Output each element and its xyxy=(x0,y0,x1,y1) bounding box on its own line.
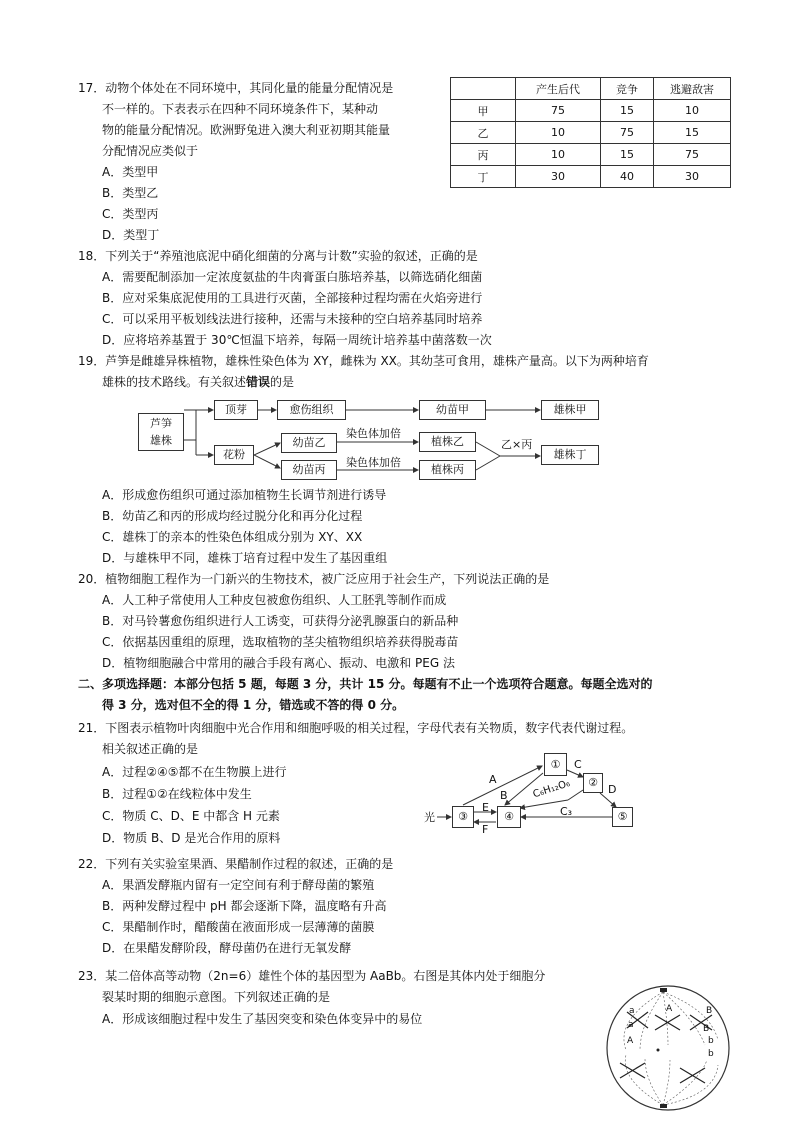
allele-A-label: A xyxy=(627,1036,634,1046)
table-header-cell: 竞争 xyxy=(601,78,654,100)
q21-option-b: B．过程①②在线粒体中发生 xyxy=(102,787,252,801)
allele-A-label: A xyxy=(666,1004,673,1014)
terminal-bud-box: 顶芽 xyxy=(214,400,258,420)
q17-line-3: 物的能量分配情况。欧洲野兔进入澳大利亚初期其能量 xyxy=(102,123,391,137)
table-cell: 15 xyxy=(654,122,731,144)
glucose-label: C₆H₁₂O₆ xyxy=(531,778,572,801)
table-cell: 乙 xyxy=(451,122,516,144)
q23-option-a: A．形成该细胞过程中发生了基因突变和染色体变异中的易位 xyxy=(102,1012,423,1026)
q19-option-b: B．幼苗乙和丙的形成均经过脱分化和再分化过程 xyxy=(102,509,363,523)
q17-line-2: 不一样的。下表表示在四种不同环境条件下，某种动 xyxy=(102,102,379,116)
table-cell: 75 xyxy=(601,122,654,144)
process-5-box: ⑤ xyxy=(612,807,633,827)
q19-option-a: A．形成愈伤组织可通过添加植物生长调节剂进行诱导 xyxy=(102,488,387,502)
q22-option-d: D．在果醋发酵阶段，酵母菌仍在进行无氧发酵 xyxy=(102,941,352,955)
q20-option-b: B．对马铃薯愈伤组织进行人工诱变，可获得分泌乳腺蛋白的新品种 xyxy=(102,614,459,628)
table-header-cell: 逃避敌害 xyxy=(654,78,731,100)
q19-stem-emphasis: 错误 xyxy=(246,375,271,389)
light-label: 光 xyxy=(424,811,435,824)
q21-option-c: C．物质 C、D、E 中都含 H 元素 xyxy=(102,809,280,823)
table-cell: 丁 xyxy=(451,166,516,188)
plant-b-box: 植株乙 xyxy=(419,432,476,452)
q18-option-b: B．应对采集底泥使用的工具进行灭菌，全部接种过程均需在火焰旁进行 xyxy=(102,291,483,305)
table-cell: 30 xyxy=(654,166,731,188)
substance-b-label: B xyxy=(500,789,508,802)
pollen-box: 花粉 xyxy=(214,445,254,465)
table-cell: 10 xyxy=(654,100,731,122)
q20-stem: 20．植物细胞工程作为一门新兴的生物技术，被广泛应用于社会生产，下列说法正确的是 xyxy=(78,572,550,586)
q19-stem-line-1: 19．芦笋是雌雄异株植物，雄株性染色体为 XY，雌株为 XX。其幼茎可食用，雄株产量高。以下为两种培育 xyxy=(78,354,649,368)
seedling-a-box: 幼苗甲 xyxy=(419,400,486,420)
process-1-box: ① xyxy=(544,753,567,776)
table-cell: 40 xyxy=(601,166,654,188)
seedling-b-box: 幼苗乙 xyxy=(281,433,337,453)
q18-stem: 18．下列关于“养殖池底泥中硝化细菌的分离与计数”实验的叙述，正确的是 xyxy=(78,249,478,263)
q17-line-1: 17．动物个体处在不同环境中，其同化量的能量分配情况是 xyxy=(78,81,394,95)
substance-c-label: C xyxy=(574,758,582,771)
q20-option-c: C．依据基因重组的原理，选取植物的茎尖植物组织培养获得脱毒苗 xyxy=(102,635,459,649)
substance-a-label: A xyxy=(489,773,497,786)
q18-option-a: A．需要配制添加一定浓度氨盐的牛肉膏蛋白胨培养基，以筛选硝化细菌 xyxy=(102,270,483,284)
q17-option-a: A．类型甲 xyxy=(102,165,159,179)
male-plant-d-box: 雄株丁 xyxy=(541,445,599,465)
q19-option-d: D．与雄株甲不同，雄株丁培育过程中发生了基因重组 xyxy=(102,551,388,565)
q17-option-d: D．类型丁 xyxy=(102,228,160,242)
q21-stem-line-2: 相关叙述正确的是 xyxy=(102,742,199,756)
table-cell: 丙 xyxy=(451,144,516,166)
table-cell: 10 xyxy=(516,144,601,166)
q19-stem-line-2: 雄株的技术路线。有关叙述错误的是 xyxy=(102,375,295,389)
process-3-box: ③ xyxy=(452,806,474,828)
table-cell: 10 xyxy=(516,122,601,144)
chromosome-doubling-label: 染色体加倍 xyxy=(346,427,401,440)
q18-option-d: D．应将培养基置于 30℃恒温下培养，每隔一周统计培养基中菌落数一次 xyxy=(102,333,492,347)
q22-option-b: B．两种发酵过程中 pH 都会逐渐下降，温度略有升高 xyxy=(102,899,387,913)
table-cell: 75 xyxy=(654,144,731,166)
q23-stem-line-1: 23．某二倍体高等动物（2n=6）雄性个体的基因型为 AaBb。右图是其体内处于细胞分 xyxy=(78,969,546,983)
q17-option-b: B．类型乙 xyxy=(102,186,159,200)
callus-box: 愈伤组织 xyxy=(277,400,346,420)
chromosome-doubling-label: 染色体加倍 xyxy=(346,456,401,469)
substance-f-label: F xyxy=(482,823,489,836)
q23-stem-line-2: 裂某时期的细胞示意图。下列叙述正确的是 xyxy=(102,990,331,1004)
seedling-c-box: 幼苗丙 xyxy=(281,460,337,480)
table-header-cell: 产生后代 xyxy=(516,78,601,100)
q17-line-4: 分配情况应类似于 xyxy=(102,144,199,158)
table-cell: 甲 xyxy=(451,100,516,122)
substance-e-label: E xyxy=(482,801,489,814)
allele-B-label: B xyxy=(703,1024,710,1034)
q22-option-a: A．果酒发酵瓶内留有一定空间有利于酵母菌的繁殖 xyxy=(102,878,375,892)
c3-label: C₃ xyxy=(560,805,573,818)
q22-stem: 22．下列有关实验室果酒、果醋制作过程的叙述，正确的是 xyxy=(78,857,394,871)
plant-c-box: 植株丙 xyxy=(419,460,476,480)
cross-label: 乙×丙 xyxy=(501,438,533,451)
process-4-box: ④ xyxy=(497,806,521,828)
process-2-box: ② xyxy=(583,773,603,793)
table-cell: 15 xyxy=(601,144,654,166)
substance-d-label: D xyxy=(608,783,617,796)
q21-option-d: D．物质 B、D 是光合作用的原料 xyxy=(102,831,281,845)
section-2-heading-cont: 得 3 分，选对但不全的得 1 分，错选或不答的得 0 分。 xyxy=(102,698,405,712)
q21-option-a: A．过程②④⑤都不在生物膜上进行 xyxy=(102,765,287,779)
allele-a-label: a xyxy=(629,1006,635,1016)
q18-option-c: C．可以采用平板划线法进行接种，还需与未接种的空白培养基同时培养 xyxy=(102,312,483,326)
table-cell: 15 xyxy=(601,100,654,122)
allele-b-label: b xyxy=(708,1036,714,1046)
male-plant-a-box: 雄株甲 xyxy=(541,400,599,420)
asparagus-male-box: 芦笋 雄株 xyxy=(138,413,184,451)
q20-option-d: D．植物细胞融合中常用的融合手段有离心、振动、电激和 PEG 法 xyxy=(102,656,455,670)
q20-option-a: A．人工种子常使用人工种皮包被愈伤组织、人工胚乳等制作而成 xyxy=(102,593,447,607)
table-cell: 75 xyxy=(516,100,601,122)
allele-a-label: a xyxy=(628,1020,634,1030)
allele-b-label: b xyxy=(708,1049,714,1059)
q19-option-c: C．雄株丁的亲本的性染色体组成分别为 XY、XX xyxy=(102,530,363,544)
q21-stem-line-1: 21．下图表示植物叶肉细胞中光合作用和细胞呼吸的相关过程，字母代表有关物质，数字代表代谢过程。 xyxy=(78,721,634,735)
q22-option-c: C．果醋制作时，醋酸菌在液面形成一层薄薄的菌膜 xyxy=(102,920,375,934)
allele-B-label: B xyxy=(706,1006,713,1016)
table-cell: 30 xyxy=(516,166,601,188)
q17-option-c: C．类型丙 xyxy=(102,207,159,221)
section-2-heading: 二、多项选择题：本部分包括 5 题，每题 3 分，共计 15 分。每题有不止一个选项符合题意。每题全选对的 xyxy=(78,677,653,691)
